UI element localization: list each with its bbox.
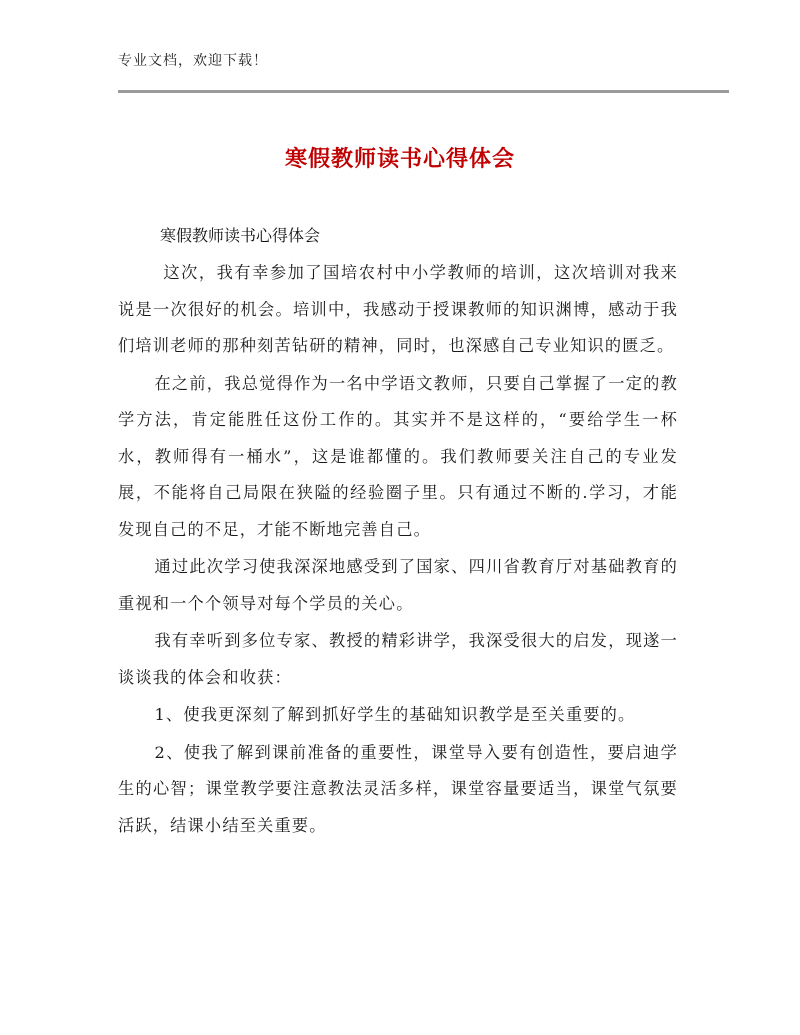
header-note: 专业文档，欢迎下载！ (118, 53, 268, 69)
paragraph: 2、使我了解到课前准备的重要性，课堂导入要有创造性，要启迪学生的心智；课堂教学要注意教法灵活多样，课堂容量要适当，课堂气氛要活跃，结课小结至关重要。 (118, 742, 678, 835)
document-body (118, 255, 678, 844)
paragraph: 通过此次学习使我深深地感受到了国家、四川省教育厅对基础教育的重视和一个个领导对每个学员的关心。 (118, 557, 678, 613)
paragraph: 我有幸听到多位专家、教授的精彩讲学，我深受很大的启发，现遂一谈谈我的体会和收获： (118, 631, 678, 687)
paragraph: 在之前，我总觉得作为一名中学语文教师，只要自己掌握了一定的教学方法，肯定能胜任这份工作的。其实并不是这样的，“要给学生一杯水，教师得有一桶水”，这是谁都懂的。我们教师要关注自己的专业发展，不能将自己局限在狭隘的经验圈子里。只有通过不断的.学习，才能发现自己的不足，才能不断地完善自己。 (118, 373, 678, 539)
document-title: 寒假教师读书心得体会 (284, 147, 515, 172)
header-divider (118, 90, 729, 93)
paragraph: 1、使我更深刻了解到抓好学生的基础知识教学是至关重要的。 (154, 705, 636, 724)
document-subtitle: 寒假教师读书心得体会 (160, 226, 321, 245)
paragraph: 这次，我有幸参加了国培农村中小学教师的培训，这次培训对我来说是一次很好的机会。培训中，我感动于授课教师的知识渊博，感动于我们培训老师的那种刻苦钻研的精神，同时，也深感自己专业知识的匮乏。 (118, 263, 678, 355)
